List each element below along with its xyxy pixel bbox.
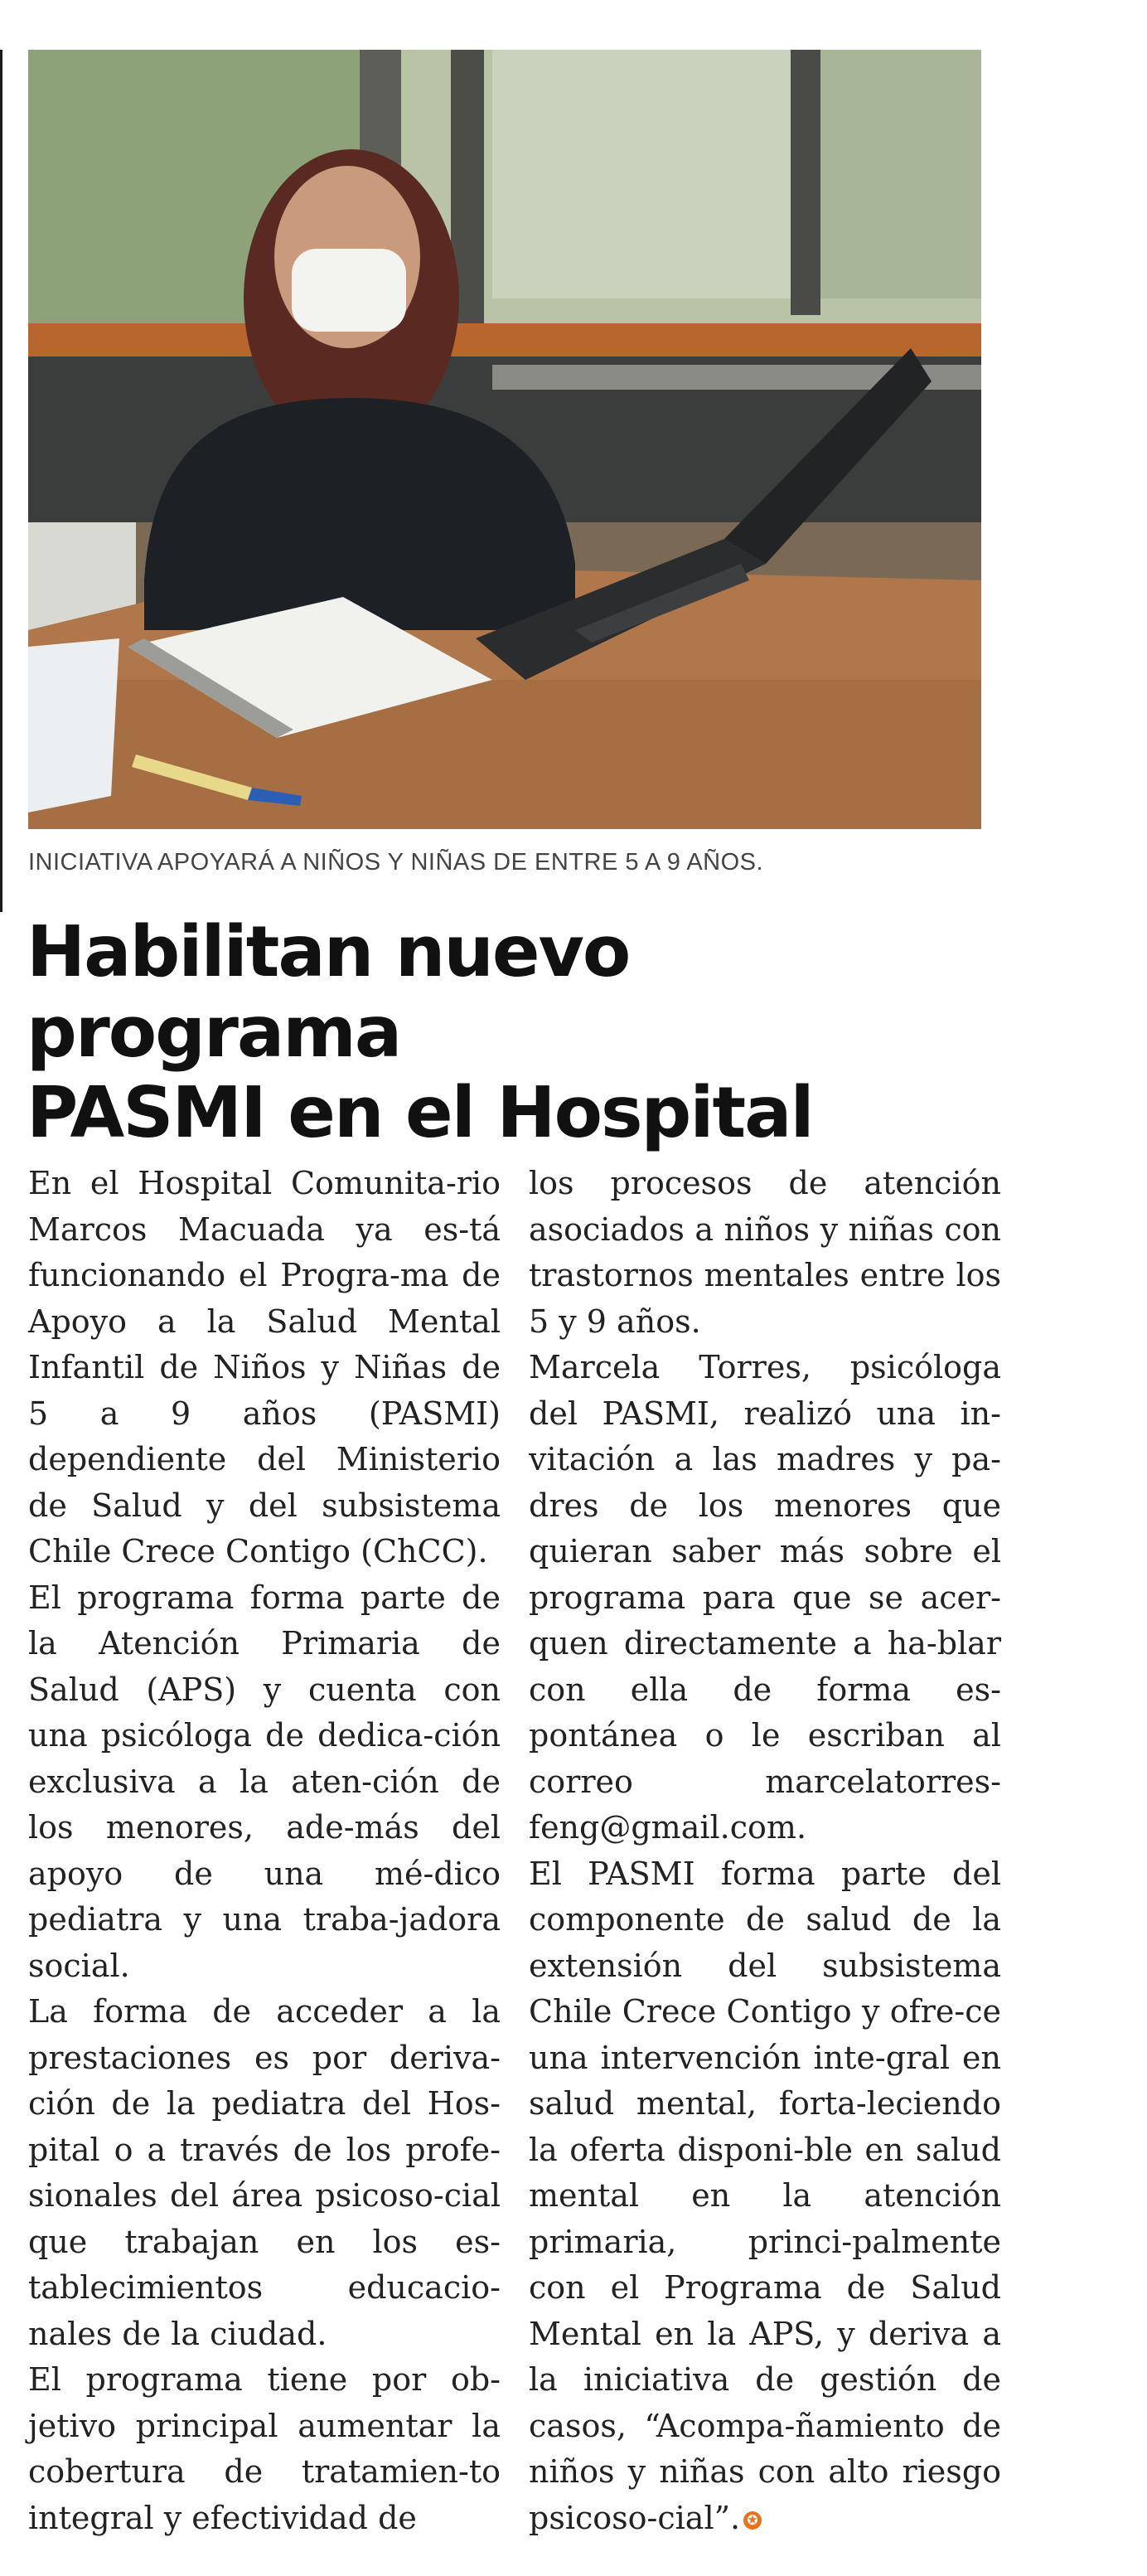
headline-line-1: Habilitan nuevo programa — [27, 911, 630, 1074]
paragraph: El PASMI forma parte del componente de salud de la extensión del subsistema Chile Crece Contigo y ofre-ce una intervención inte-gral en salud mental, forta-leciendo la oferta disponi-ble en salud mental en la atención primaria, princi-palmente con el Programa de Salud Mental en la APS, y deriva a la iniciativa de gestión de casos, “Acompa-ñamiento de niños y niñas con alto riesgo psicoso-cial”. — [529, 1855, 1001, 2536]
headline — [27, 912, 1004, 1153]
article-column-right — [529, 1161, 1001, 2541]
left-column-rule — [0, 50, 2, 912]
paragraph: los procesos de atención asociados a niños y niñas con trastornos mentales entre los 5 y 9 años. — [529, 1165, 1001, 1340]
paragraph: El programa tiene por ob-jetivo principal aumentar la cobertura de tratamien-to integral y efectividad de — [28, 2361, 501, 2536]
paragraph: La forma de acceder a la prestaciones es por deriva-ción de la pediatra del Hos-pital o a través de los profe-sionales del área psicoso-cial que trabajan en los es-tablecimientos educacio-nales de la ciudad. — [28, 1993, 501, 2352]
paragraph: En el Hospital Comunita-rio Marcos Macuada ya es-tá funcionando el Progra-ma de Apoyo a la Salud Mental Infantil de Niños y Niñas de 5 a 9 años (PASMI) dependiente del Ministerio de Salud y del subsistema Chile Crece Contigo (ChCC). — [28, 1165, 501, 1569]
end-of-article-icon: ✪ — [743, 2511, 762, 2530]
paragraph: Marcela Torres, psicóloga del PASMI, realizó una in-vitación a las madres y pa-dres de los menores que quieran saber más sobre el programa para que se acer-quen directamente a ha-blar con ella de forma es-pontánea o le escriban al correo marcelatorres-feng@gmail.com. — [529, 1349, 1001, 1846]
photo-caption: INICIATIVA APOYARÁ A NIÑOS Y NIÑAS DE ENTRE 5 A 9 AÑOS. — [28, 849, 764, 876]
paragraph: El programa forma parte de la Atención Primaria de Salud (APS) y cuenta con una psicóloga de dedica-ción exclusiva a la aten-ción de los menores, ade-más del apoyo de una mé-dico pediatra y una traba-jadora social. — [28, 1579, 501, 1984]
photo-illustration — [28, 50, 981, 829]
article-photo — [28, 50, 981, 829]
article-column-left — [28, 1161, 501, 2541]
headline-line-2: PASMI en el Hospital — [27, 1072, 813, 1154]
